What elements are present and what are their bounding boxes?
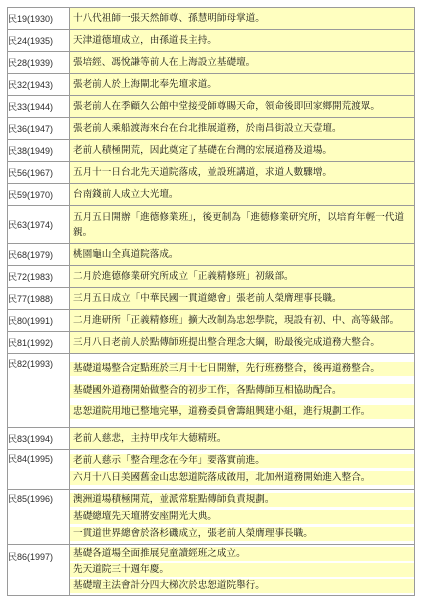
- event-text: 老前人慈示「整合理念在今年」要落實前進。: [70, 454, 414, 468]
- year-label: 民77(1988): [8, 288, 70, 310]
- event-text: 基礎道場整合定點班於三月十七日開辦，先行班務整合，後再道務整合。: [70, 362, 414, 376]
- event-cell: [70, 354, 415, 428]
- event-cell: [70, 52, 415, 74]
- event-cell: [70, 118, 415, 140]
- year-label: 民38(1949): [8, 140, 70, 162]
- timeline-row: [8, 118, 415, 140]
- event-text: 老前人積極開荒，因此奠定了基礎在台灣的宏展道務及道場。: [70, 144, 414, 158]
- timeline-row: [8, 450, 415, 490]
- event-text: 老前人慈悲，主持甲戌年大德精班。: [70, 432, 414, 446]
- year-label: 民63(1974): [8, 206, 70, 244]
- year-label: 民24(1935): [8, 30, 70, 52]
- event-text: 基礎壇主法會計分四大梯次於忠恕道院舉行。: [70, 579, 414, 593]
- year-label: 民33(1944): [8, 96, 70, 118]
- event-list: [70, 491, 414, 544]
- year-label: 民83(1994): [8, 428, 70, 450]
- event-cell: [70, 74, 415, 96]
- year-label: 民86(1997): [8, 545, 70, 596]
- event-text: 三月八日老前人於點傳師班提出整合理念大綱，盼最後完成道務大整合。: [70, 336, 414, 350]
- year-label: 民81(1992): [8, 332, 70, 354]
- event-text: 張老前人在季顧久公館中堂接受師尊賜天命，領命後即回家鄉開荒渡眾。: [70, 100, 414, 114]
- event-cell: [70, 96, 415, 118]
- event-text: 天津道德壇成立，由孫道長主持。: [70, 34, 414, 48]
- event-cell: [70, 206, 415, 244]
- year-label: 民84(1995): [8, 450, 70, 490]
- timeline-row: [8, 490, 415, 545]
- timeline-row: [8, 266, 415, 288]
- event-text: 張老前人乘船渡海來台在台北推展道務，於南昌街設立天壹壇。: [70, 122, 414, 136]
- year-label: 民80(1991): [8, 310, 70, 332]
- event-text: 先天道院三十週年慶。: [70, 563, 414, 577]
- event-text: 澳洲道場積極開荒，並派常駐點傳師負責規劃。: [70, 493, 414, 507]
- event-cell: [70, 266, 415, 288]
- event-list: [70, 451, 414, 489]
- timeline-row: [8, 206, 415, 244]
- timeline-row: [8, 428, 415, 450]
- event-cell: [70, 428, 415, 450]
- event-cell: [70, 184, 415, 206]
- event-text: 忠恕道院用地已整地完畢，道務委員會籌組興建小組，進行規劃工作。: [70, 405, 414, 419]
- event-list: [70, 355, 414, 427]
- timeline-row: [8, 354, 415, 428]
- timeline-row: [8, 288, 415, 310]
- event-text: 一貫道世界總會於洛杉磯成立，張老前人榮膺理事長職。: [70, 527, 414, 541]
- event-cell: [70, 8, 415, 30]
- timeline-row: [8, 184, 415, 206]
- event-cell: [70, 140, 415, 162]
- timeline-row: [8, 332, 415, 354]
- event-cell: [70, 288, 415, 310]
- event-text: 基礎總壇先天壇將安座開光大典。: [70, 510, 414, 524]
- event-text: 二月於進德修業研究所成立「正義精修班」初級部。: [70, 270, 414, 284]
- event-text: 基礎各道場全面推展兒童讀經班之成立。: [70, 547, 414, 561]
- timeline-row: [8, 30, 415, 52]
- event-text: 台南錢前人成立大光壇。: [70, 188, 414, 202]
- event-cell: [70, 332, 415, 354]
- timeline-row: [8, 52, 415, 74]
- event-text: 張老前人於上海閘北奉先壇求道。: [70, 78, 414, 92]
- event-cell: [70, 162, 415, 184]
- timeline-row: [8, 8, 415, 30]
- event-cell: [70, 490, 415, 545]
- event-cell: [70, 244, 415, 266]
- event-text: 桃園龜山全真道院落成。: [70, 248, 414, 262]
- event-list: [70, 546, 414, 595]
- timeline-row: [8, 545, 415, 596]
- year-label: 民56(1967): [8, 162, 70, 184]
- timeline-row: [8, 310, 415, 332]
- timeline-table: [7, 7, 415, 596]
- year-label: 民85(1996): [8, 490, 70, 545]
- event-text: 二月進研所「正義精修班」擴大改制為忠恕學院，現設有初、中、高等級部。: [70, 314, 414, 328]
- timeline-row: [8, 74, 415, 96]
- event-cell: [70, 450, 415, 490]
- timeline-row: [8, 96, 415, 118]
- event-text: 五月五日開辦「進德修業班」，後更制為「進德修業研究所，以培育年輕一代道親。: [70, 210, 414, 240]
- event-text: 張培經、馮悅謙等前人在上海設立基礎壇。: [70, 56, 414, 70]
- timeline-row: [8, 140, 415, 162]
- timeline-row: [8, 244, 415, 266]
- year-label: 民36(1947): [8, 118, 70, 140]
- event-cell: [70, 30, 415, 52]
- event-text: 三月五日成立「中華民國一貫道總會」張老前人榮膺理事長職。: [70, 292, 414, 306]
- year-label: 民68(1979): [8, 244, 70, 266]
- year-label: 民82(1993): [8, 354, 70, 428]
- year-label: 民19(1930): [8, 8, 70, 30]
- timeline-row: [8, 162, 415, 184]
- year-label: 民72(1983): [8, 266, 70, 288]
- event-text: 五月十一日台北先天道院落成，並設班講道，求道人數驟增。: [70, 166, 414, 180]
- event-cell: [70, 310, 415, 332]
- event-cell: [70, 545, 415, 596]
- year-label: 民32(1943): [8, 74, 70, 96]
- event-text: 六月十八日美國舊金山忠恕道院落成啟用，北加州道務開始進入整合。: [70, 471, 414, 485]
- year-label: 民59(1970): [8, 184, 70, 206]
- year-label: 民28(1939): [8, 52, 70, 74]
- event-text: 基礎國外道務開始做整合的初步工作，各點傳師互相協助配合。: [70, 384, 414, 398]
- event-text: 十八代祖師一張天然師尊、孫慧明師母掌道。: [70, 12, 414, 26]
